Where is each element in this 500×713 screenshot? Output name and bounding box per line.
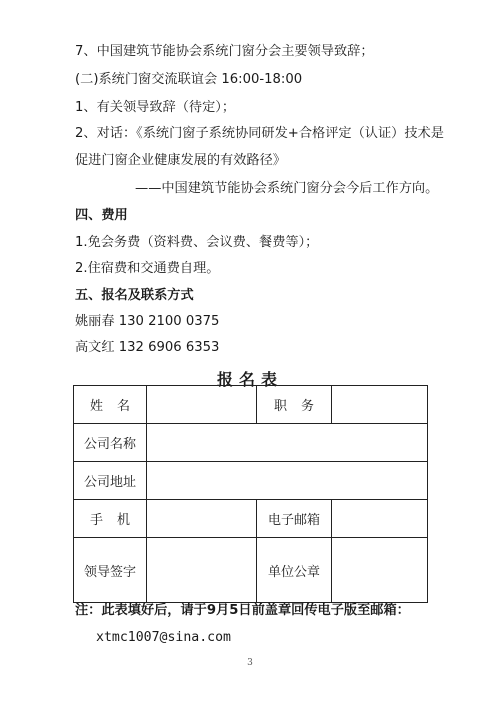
program-item-7: 7、中国建筑节能协会系统门窗分会主要领导致辞； — [75, 44, 374, 59]
fees-item-1: 1.免会务费（资料费、会议费、餐费等）； — [75, 235, 319, 250]
note-email: xtmc1007@sina.com — [96, 630, 231, 645]
program-section-2: (二)系统门窗交流联谊会 16:00-18:00 — [75, 72, 303, 87]
phone-field[interactable] — [147, 500, 257, 538]
form-row-name — [74, 386, 428, 424]
phone-label: 手机 — [89, 513, 144, 528]
company-label: 公司名称 — [74, 424, 147, 462]
form-row-address — [74, 462, 428, 500]
seal-field[interactable] — [332, 538, 428, 603]
company-field[interactable] — [147, 424, 428, 462]
note-text: 注：此表填好后，请于9月5日前盖章回传电子版至邮箱： — [75, 603, 410, 618]
position-label-cell — [257, 386, 332, 424]
position-field[interactable] — [332, 386, 428, 424]
page-number: 3 — [247, 658, 253, 668]
registration-form — [73, 385, 428, 603]
program-item-1: 1、有关领导致辞（待定）； — [75, 100, 236, 115]
address-field[interactable] — [147, 462, 428, 500]
signature-label: 领导签字 — [74, 538, 147, 603]
contact-person-1: 姚丽春 130 2100 0375 — [75, 314, 220, 329]
phone-label-cell — [74, 500, 147, 538]
email-label: 电子邮箱 — [257, 500, 332, 538]
fees-heading: 四、费用 — [75, 208, 128, 223]
address-label: 公司地址 — [74, 462, 147, 500]
program-item-2-line-2: 促进门窗企业健康发展的有效路径》 — [75, 153, 286, 168]
name-label-cell — [74, 386, 147, 424]
contact-heading: 五、报名及联系方式 — [75, 288, 194, 303]
form-row-company — [74, 424, 428, 462]
email-field[interactable] — [332, 500, 428, 538]
fees-item-2: 2.住宿费和交通费自理。 — [75, 261, 220, 276]
program-item-2-line-3: ——中国建筑节能协会系统门窗分会今后工作方向。 — [135, 181, 439, 196]
form-row-signature — [74, 538, 428, 603]
contact-person-2: 高文红 132 6906 6353 — [75, 340, 220, 355]
position-label: 职务 — [273, 399, 328, 414]
seal-label: 单位公章 — [257, 538, 332, 603]
name-label: 姓名 — [89, 399, 144, 414]
program-item-2-line-1: 2、对话：《系统门窗子系统协同研发+合格评定（认证）技术是 — [75, 126, 444, 141]
name-field[interactable] — [147, 386, 257, 424]
form-row-phone — [74, 500, 428, 538]
signature-field[interactable] — [147, 538, 257, 603]
form-title: 报名表 — [216, 370, 283, 389]
